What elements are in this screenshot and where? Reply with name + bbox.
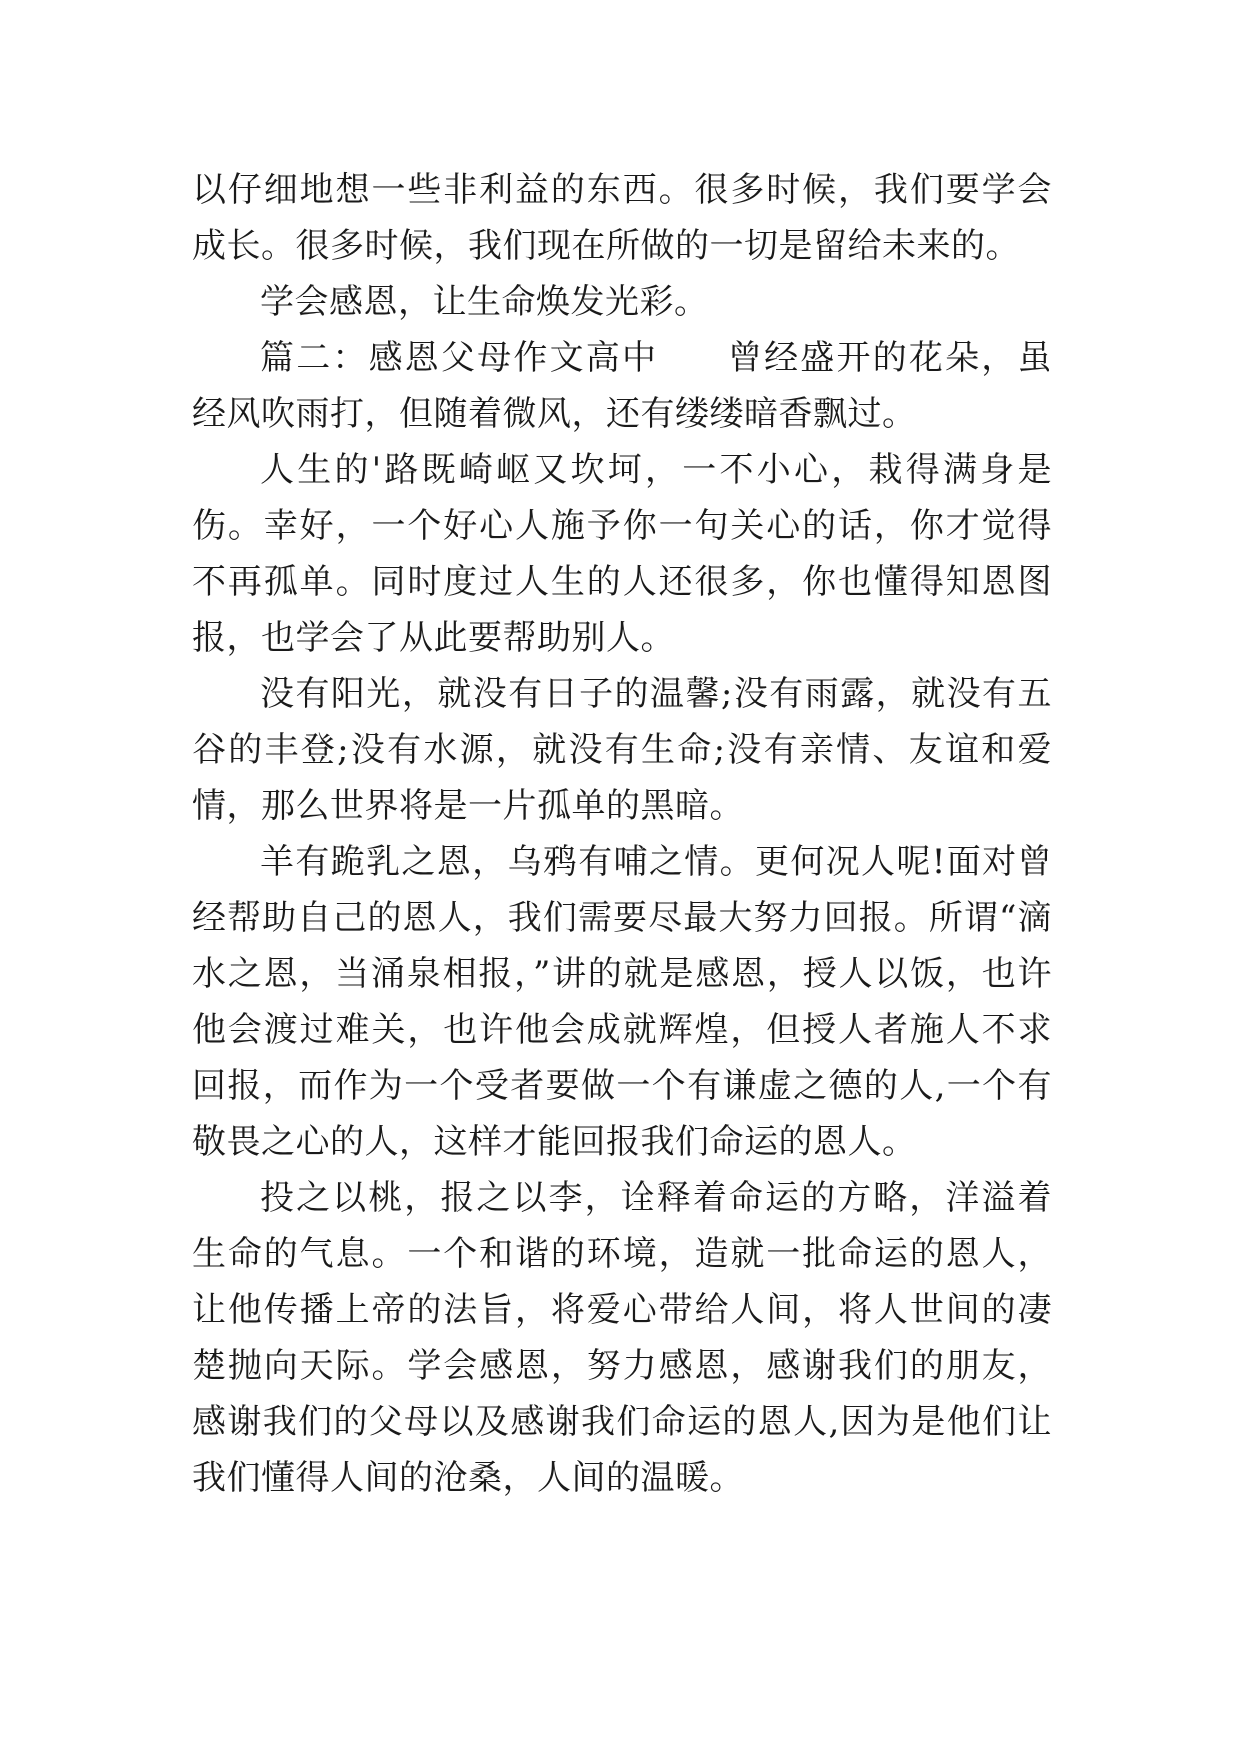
- paragraph-7: 投之以桃，报之以李，诠释着命运的方略，洋溢着生命的气息。一个和谐的环境，造就一批命运的恩人，让他传播上帝的法旨，将爱心带给人间，将人世间的凄楚抛向天际。学会感恩，努力感恩，感谢我们的朋友，感谢我们的父母以及感谢我们命运的恩人,因为是他们让我们懂得人间的沧桑，人间的温暖。: [192, 1178, 1052, 1498]
- section-heading: 篇二：感恩父母作文高中: [260, 338, 659, 378]
- paragraph-3: [192, 330, 1052, 442]
- paragraph-4: 人生的'路既崎岖又坎坷，一不小心，栽得满身是伤。幸好，一个好心人施予你一句关心的话，你才觉得不再孤单。同时度过人生的人还很多，你也懂得知恩图报，也学会了从此要帮助别人。: [192, 450, 1052, 658]
- document-body: [192, 162, 1052, 1506]
- paragraph-5: 没有阳光，就没有日子的温馨;没有雨露，就没有五谷的丰登;没有水源，就没有生命;没有亲情、友谊和爱情，那么世界将是一片孤单的黑暗。: [192, 674, 1052, 826]
- paragraph-3-text: 曾经盛开的花朵，虽经风吹雨打，但随着微风，还有缕缕暗香飘过。: [192, 338, 1053, 434]
- paragraph-6: 羊有跪乳之恩，乌鸦有哺之情。更何况人呢!面对曾经帮助自己的恩人，我们需要尽最大努力回报。所谓“滴水之恩，当涌泉相报，”讲的就是感恩，授人以饭，也许他会渡过难关，也许他会成就辉煌，但授人者施人不求回报，而作为一个受者要做一个有谦虚之德的人,一个有敬畏之心的人，这样才能回报我们命运的恩人。: [192, 842, 1052, 1162]
- paragraph-1: 以仔细地想一些非利益的东西。很多时候，我们要学会成长。很多时候，我们现在所做的一切是留给未来的。: [192, 170, 1052, 266]
- paragraph-2: 学会感恩，让生命焕发光彩。: [260, 282, 709, 322]
